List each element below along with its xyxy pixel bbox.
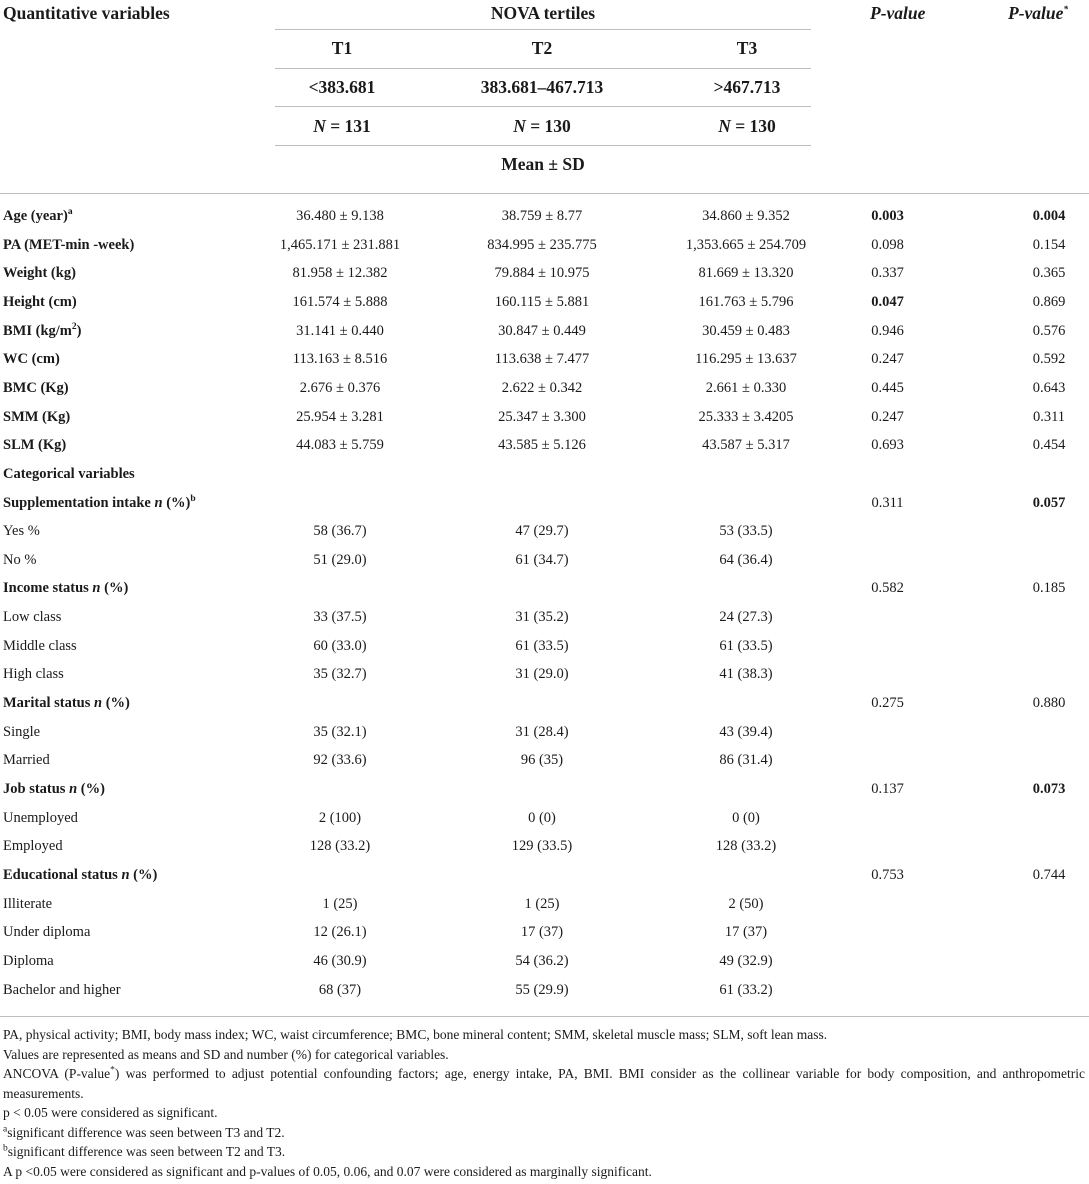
cell-t2: 43.585 ± 5.126	[498, 437, 586, 453]
cell-t1: 33 (37.5)	[313, 609, 367, 625]
cell-t1: 31.141 ± 0.440	[296, 323, 384, 339]
cell-t2: 30.847 ± 0.449	[498, 323, 586, 339]
cell-p-value: 0.311	[871, 495, 904, 511]
cell-t2: 38.759 ± 8.77	[501, 208, 583, 224]
cell-t1: 1 (25)	[322, 896, 358, 912]
cell-t3: 81.669 ± 13.320	[698, 265, 794, 281]
tertile-name-t2: T2	[531, 38, 553, 58]
cell-t1: 51 (29.0)	[313, 552, 367, 568]
tertile-n-t1	[275, 116, 409, 137]
tertile-range-t1: <383.681	[308, 77, 376, 97]
cell-t2: 834.995 ± 235.775	[487, 237, 597, 253]
nova-tertiles-header: NOVA tertiles	[490, 3, 596, 23]
cell-t2: 61 (34.7)	[515, 552, 569, 568]
cell-p-value-adjusted: 0.057	[1032, 495, 1066, 511]
cell-t3: 1,353.665 ± 254.709	[685, 237, 807, 253]
cell-p-value: 0.247	[871, 409, 904, 425]
tertile-name-t3: T3	[736, 38, 758, 58]
header-rule-4	[275, 145, 811, 146]
row-label: BMC (Kg)	[3, 380, 69, 396]
asterisk-mark: *	[1063, 5, 1069, 16]
cell-t2: 1 (25)	[524, 896, 560, 912]
footnote-ancova: ANCOVA (P-value*) was performed to adjust potential confounding factors; age, energy intake, PA, BMI. BMI consider as the collinear variable for body composition, and anthropometric measurements.	[3, 1065, 1086, 1101]
cell-t1: 2.676 ± 0.376	[299, 380, 381, 396]
cell-t2: 55 (29.9)	[515, 982, 569, 998]
cell-p-value-adjusted: 0.365	[1032, 265, 1066, 281]
footnote-abbreviations: PA, physical activity; BMI, body mass index; WC, waist circumference; BMC, bone mineral content; SMM, skeletal muscle mass; SLM, soft lean mass.	[3, 1027, 828, 1042]
cell-p-value: 0.582	[871, 580, 904, 596]
cell-t2: 31 (28.4)	[515, 724, 569, 740]
cell-t3: 30.459 ± 0.483	[702, 323, 790, 339]
cell-t2: 79.884 ± 10.975	[494, 265, 590, 281]
p-value-header: P-value	[870, 3, 926, 23]
cell-t1: 58 (36.7)	[313, 523, 367, 539]
row-label: SLM (Kg)	[3, 437, 67, 453]
row-label: Illiterate	[3, 896, 53, 912]
row-label: Weight (kg)	[3, 265, 76, 281]
cell-t3: 61 (33.2)	[719, 982, 773, 998]
header-bottom-rule	[0, 193, 1089, 194]
p-value-adjusted-text: P-value*	[1008, 3, 1069, 23]
cell-p-value-adjusted: 0.869	[1032, 294, 1066, 310]
tertile-range-t3: >467.713	[713, 77, 781, 97]
cell-t1: 35 (32.7)	[313, 666, 367, 682]
cell-p-value-adjusted: 0.454	[1032, 437, 1066, 453]
cell-t3: 116.295 ± 13.637	[695, 351, 797, 367]
cell-t3: 2 (50)	[728, 896, 764, 912]
cell-t1: 128 (33.2)	[309, 838, 371, 854]
row-label: Yes %	[3, 523, 40, 539]
cell-p-value: 0.946	[871, 323, 904, 339]
cell-t3: 34.860 ± 9.352	[702, 208, 790, 224]
cell-t2: 129 (33.5)	[511, 838, 573, 854]
cell-t1: 25.954 ± 3.281	[296, 409, 384, 425]
cell-p-value: 0.693	[871, 437, 904, 453]
cell-p-value: 0.445	[871, 380, 904, 396]
row-label: Supplementation intake n (%)$^b$	[3, 494, 196, 511]
cell-t3: 49 (32.9)	[719, 953, 773, 969]
cell-p-value: 0.137	[871, 781, 904, 797]
row-label: Diploma	[3, 953, 54, 969]
cell-t2: 96 (35)	[520, 752, 564, 768]
cell-p-value-adjusted: 0.744	[1032, 867, 1066, 883]
row-label: High class	[3, 666, 64, 682]
tertile-n-t2	[450, 116, 634, 137]
cell-t1: 113.163 ± 8.516	[292, 351, 388, 367]
footnote-significance: p < 0.05 were considered as significant.	[3, 1105, 218, 1120]
table-footnotes	[3, 1025, 1085, 1181]
row-label: Employed	[3, 838, 63, 854]
cell-t1: 161.574 ± 5.888	[292, 294, 388, 310]
cell-t1: 46 (30.9)	[313, 953, 367, 969]
tertile-n-t3-text: N = 130	[718, 116, 776, 136]
cell-t1: 1,465.171 ± 231.881	[279, 237, 401, 253]
header-rule-2	[275, 68, 811, 69]
tertile-range-t2: 383.681–467.713	[480, 77, 604, 97]
cell-t2: 31 (29.0)	[515, 666, 569, 682]
cell-p-value-adjusted: 0.592	[1032, 351, 1066, 367]
row-label: Income status n (%)	[3, 580, 129, 596]
mean-sd-header: Mean ± SD	[501, 154, 585, 174]
footnote-b: $^b$significant difference was seen between T2 and T3.	[3, 1143, 286, 1159]
cell-t1: 68 (37)	[318, 982, 362, 998]
row-label: Marital status n (%)	[3, 695, 130, 711]
row-label: No %	[3, 552, 37, 568]
cell-p-value: 0.275	[871, 695, 904, 711]
cell-t3: 61 (33.5)	[719, 638, 773, 654]
cell-t2: 25.347 ± 3.300	[498, 409, 586, 425]
row-label: Unemployed	[3, 810, 78, 826]
row-label: Age (year)$^a$	[3, 207, 73, 224]
cell-p-value: 0.753	[871, 867, 904, 883]
row-label: Married	[3, 752, 50, 768]
cell-p-value-adjusted: 0.154	[1032, 237, 1066, 253]
cell-p-value-adjusted: 0.073	[1032, 781, 1066, 797]
cell-t3: 41 (38.3)	[719, 666, 773, 682]
cell-t1: 44.083 ± 5.759	[296, 437, 384, 453]
cell-t3: 161.763 ± 5.796	[698, 294, 794, 310]
cell-p-value-adjusted: 0.576	[1032, 323, 1066, 339]
cell-t1: 92 (33.6)	[313, 752, 367, 768]
cell-t2: 31 (35.2)	[515, 609, 569, 625]
cell-t3: 25.333 ± 3.4205	[698, 409, 794, 425]
cell-t2: 17 (37)	[520, 924, 564, 940]
tertile-n-t3	[680, 116, 814, 137]
cell-t2: 47 (29.7)	[515, 523, 569, 539]
tertile-n-t2-text: N = 130	[513, 116, 571, 136]
row-label: Educational status n (%)	[3, 867, 158, 883]
cell-p-value: 0.247	[871, 351, 904, 367]
cell-t2: 2.622 ± 0.342	[501, 380, 583, 396]
footnote-a: $^a$significant difference was seen between T3 and T2.	[3, 1124, 285, 1140]
footnote-values: Values are represented as means and SD and number (%) for categorical variables.	[3, 1046, 449, 1062]
table-bottom-rule	[0, 1016, 1089, 1017]
cell-p-value-adjusted: 0.880	[1032, 695, 1066, 711]
row-label: BMI $(kg/m^2)$	[3, 322, 82, 339]
row-label: Middle class	[3, 638, 77, 654]
cell-t3: 86 (31.4)	[719, 752, 773, 768]
cell-t1: 36.480 ± 9.138	[296, 208, 384, 224]
cell-t1: 35 (32.1)	[313, 724, 367, 740]
row-label: Categorical variables	[3, 466, 135, 482]
footnote-marginal: A p <0.05 were considered as significant and p-values of 0.05, 0.06, and 0.07 were considered as marginally significant.	[3, 1163, 652, 1179]
row-label: PA (MET-min -week)	[3, 237, 135, 253]
quantitative-variables-header: Quantitative variables	[3, 3, 170, 23]
header-rule-3	[275, 106, 811, 107]
row-label: WC (cm)	[3, 351, 60, 367]
cell-t2: 54 (36.2)	[515, 953, 569, 969]
cell-p-value: 0.047	[871, 294, 904, 310]
cell-t3: 53 (33.5)	[719, 523, 773, 539]
cell-p-value: 0.337	[871, 265, 904, 281]
row-label: Bachelor and higher	[3, 982, 121, 998]
cell-t3: 43.587 ± 5.317	[702, 437, 790, 453]
cell-p-value-adjusted: 0.311	[1032, 409, 1066, 425]
cell-p-value-adjusted: 0.004	[1032, 208, 1066, 224]
cell-p-value-adjusted: 0.643	[1032, 380, 1066, 396]
tertile-n-t1-text: N = 131	[313, 116, 371, 136]
cell-t1: 2 (100)	[318, 810, 362, 826]
cell-p-value-adjusted: 0.185	[1032, 580, 1066, 596]
row-label: Height (cm)	[3, 294, 77, 310]
cell-t3: 17 (37)	[724, 924, 768, 940]
cell-t2: 160.115 ± 5.881	[494, 294, 590, 310]
cell-t3: 0 (0)	[732, 810, 760, 826]
cell-t1: 60 (33.0)	[313, 638, 367, 654]
cell-p-value: 0.098	[871, 237, 904, 253]
cell-p-value: 0.003	[871, 208, 904, 224]
cell-t2: 0 (0)	[528, 810, 556, 826]
cell-t1: 12 (26.1)	[313, 924, 367, 940]
row-label: SMM (Kg)	[3, 409, 71, 425]
cell-t3: 2.661 ± 0.330	[705, 380, 787, 396]
tertile-name-t1: T1	[331, 38, 353, 58]
p-value-adjusted-header	[1008, 3, 1068, 24]
cell-t3: 64 (36.4)	[719, 552, 773, 568]
row-label: Single	[3, 724, 41, 740]
cell-t3: 43 (39.4)	[719, 724, 773, 740]
cell-t2: 61 (33.5)	[515, 638, 569, 654]
row-label: Under diploma	[3, 924, 91, 940]
cell-t3: 128 (33.2)	[715, 838, 777, 854]
cell-t2: 113.638 ± 7.477	[494, 351, 590, 367]
cell-t1: 81.958 ± 12.382	[292, 265, 388, 281]
header-rule-1	[275, 29, 811, 30]
cell-t3: 24 (27.3)	[719, 609, 773, 625]
row-label: Low class	[3, 609, 62, 625]
row-label: Job status n (%)	[3, 781, 105, 797]
